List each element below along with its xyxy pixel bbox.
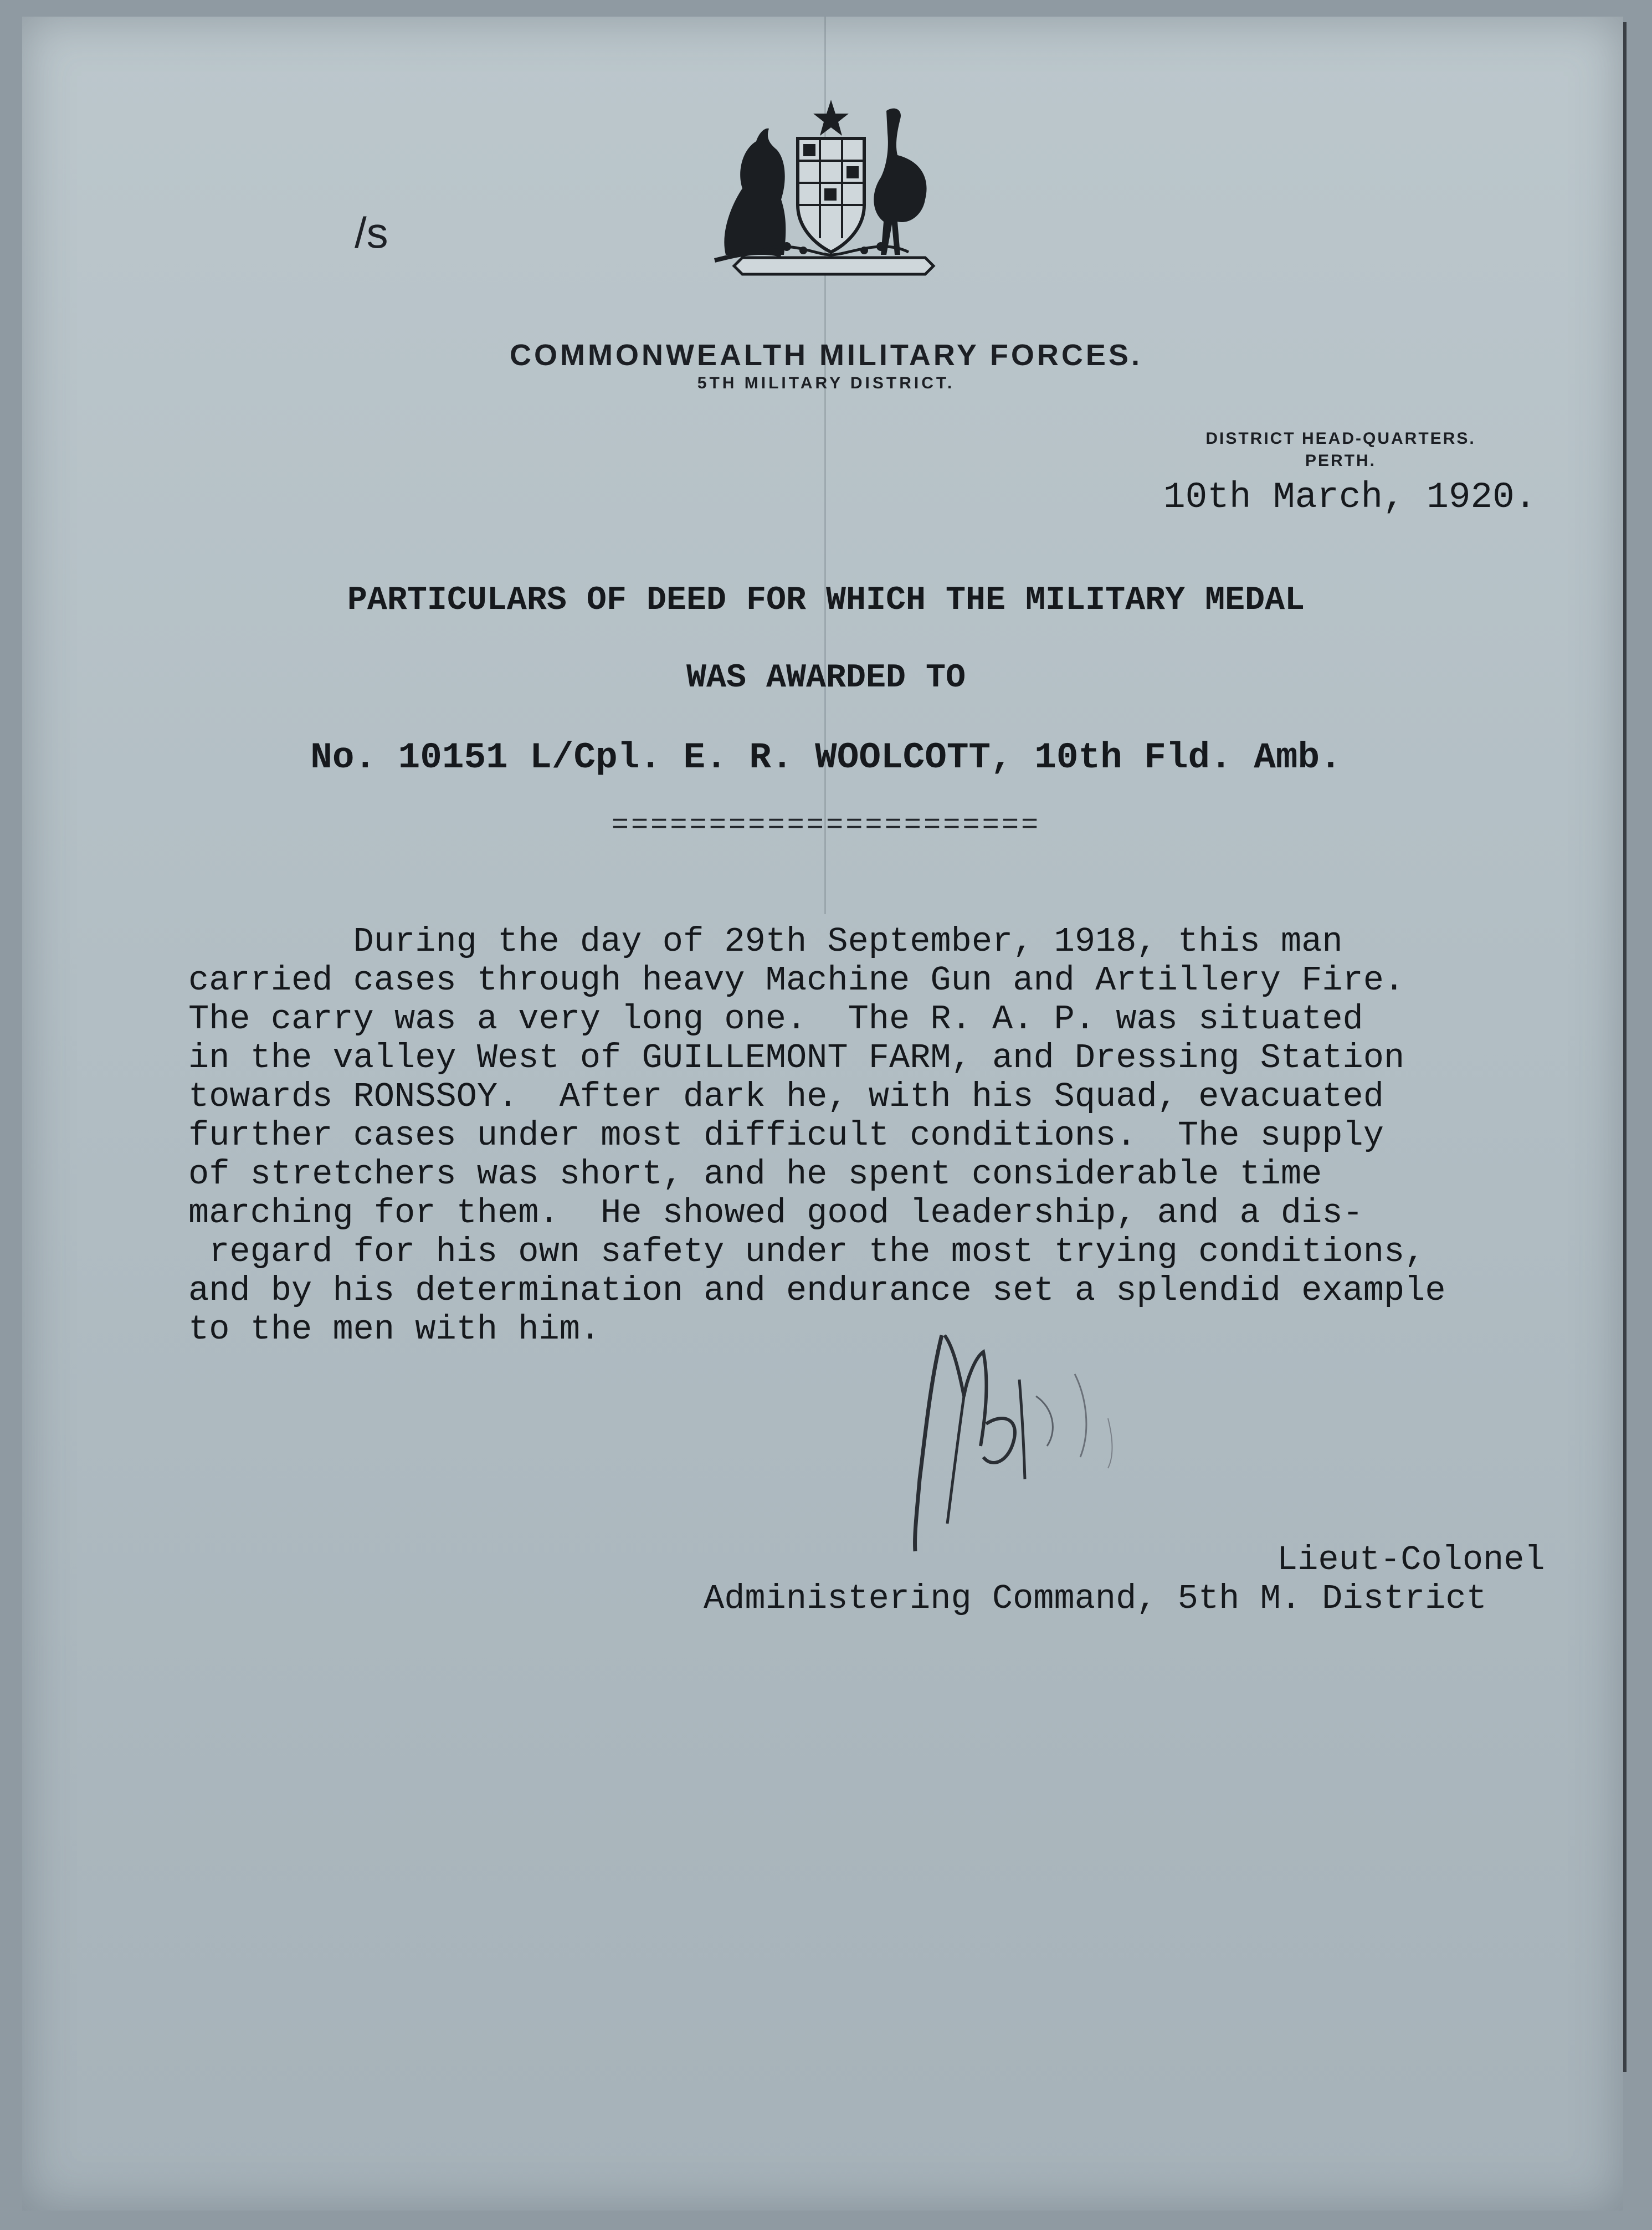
body-line: The carry was a very long one. The R. A. P. was situated xyxy=(188,999,1363,1039)
header-subtitle: 5TH MILITARY DISTRICT. xyxy=(697,374,955,392)
body-line: of stretchers was short, and he spent considerable time xyxy=(188,1155,1322,1194)
body-line: further cases under most difficult conditions. The supply xyxy=(188,1116,1384,1155)
separator-rule: ====================== xyxy=(611,809,1041,842)
body-line: marching for them. He showed good leadership, and a dis- xyxy=(188,1193,1363,1233)
body-line: in the valley West of GUILLEMONT FARM, and Dressing Station xyxy=(188,1038,1405,1078)
body-line: carried cases through heavy Machine Gun and Artillery Fire. xyxy=(188,961,1405,1000)
recipient-line: No. 10151 L/Cpl. E. R. WOOLCOTT, 10th Fld. Amb. xyxy=(310,737,1342,778)
citation-body xyxy=(188,922,1607,1349)
document-title-line1: PARTICULARS OF DEED FOR WHICH THE MILITARY MEDAL xyxy=(347,582,1305,619)
body-line: During the day of 29th September, 1918, this man xyxy=(188,922,1343,961)
signatory-command: Administering Command, 5th M. District xyxy=(704,1579,1487,1618)
hq-line: DISTRICT HEAD-QUARTERS. xyxy=(1205,429,1476,448)
handwritten-signature xyxy=(875,1313,1208,1557)
body-line: towards RONSSOY. After dark he, with his Squad, evacuated xyxy=(188,1077,1384,1116)
body-line: and by his determination and endurance set a splendid example xyxy=(188,1271,1446,1310)
document-title-line2: WAS AWARDED TO xyxy=(686,659,966,697)
hq-city: PERTH. xyxy=(1305,452,1376,470)
reference-mark: /s xyxy=(355,208,388,257)
paper-edge xyxy=(1623,22,1627,2072)
header-title: COMMONWEALTH MILITARY FORCES. xyxy=(510,339,1142,372)
body-line: to the men with him. xyxy=(188,1310,601,1349)
signatory-rank: Lieut-Colonel xyxy=(1277,1540,1545,1580)
coat-of-arms-icon xyxy=(704,89,958,277)
body-line: regard for his own safety under the most trying conditions, xyxy=(188,1232,1425,1272)
letter-date: 10th March, 1920. xyxy=(1163,476,1537,518)
